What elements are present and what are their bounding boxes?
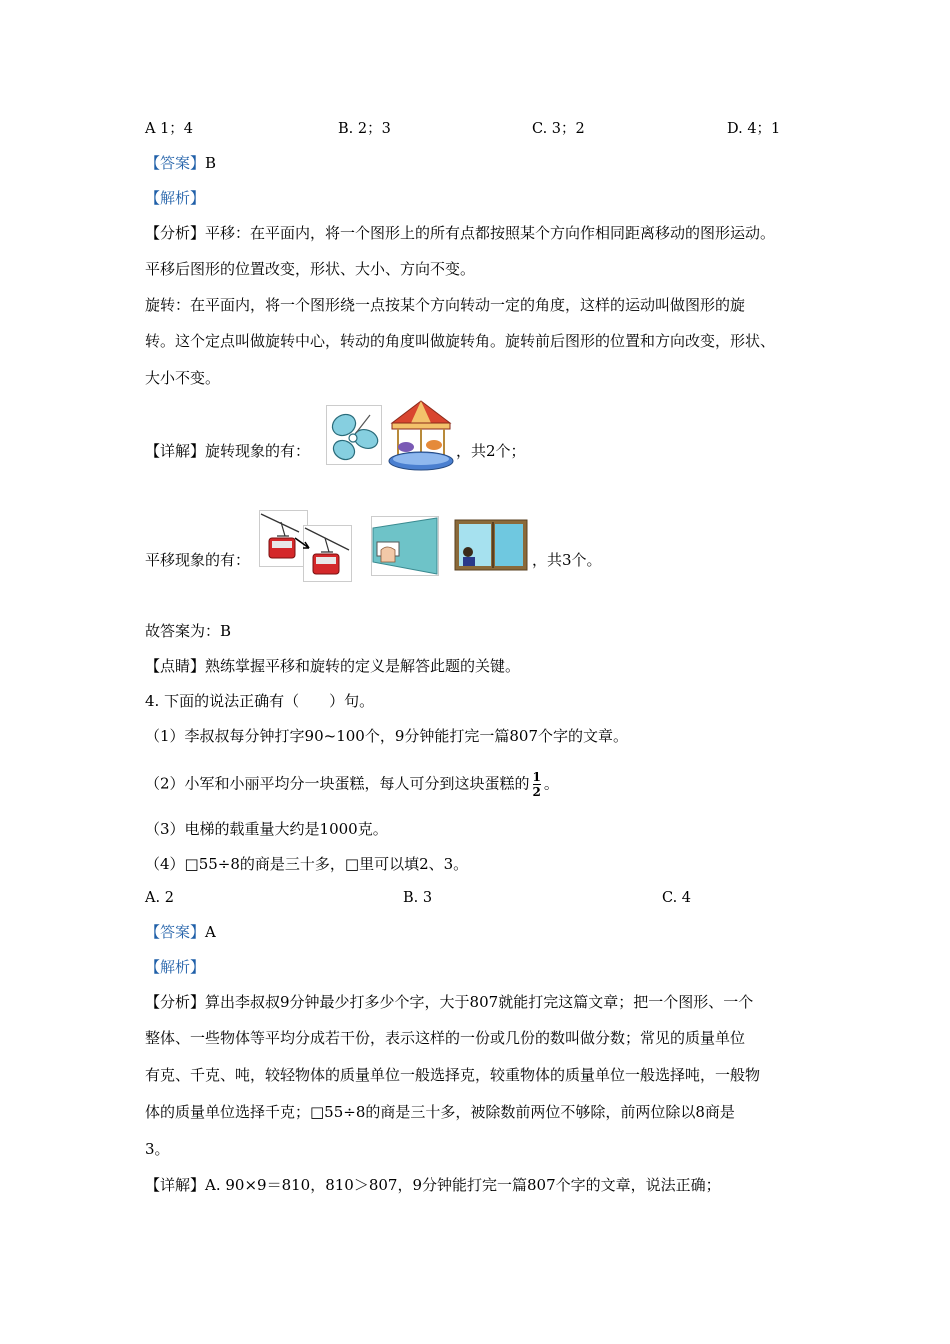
fraction-denominator: 2 <box>532 785 541 799</box>
q4-option-c: C. 4 <box>662 890 692 906</box>
q3-conclusion: 故答案为：B <box>145 622 232 640</box>
analysis-tag: 【解析】 <box>145 958 206 976</box>
q3-fenxi-line-3: 旋转：在平面内，将一个图形绕一点按某个方向转动一定的角度，这样的运动叫做图形的旋 <box>145 296 746 314</box>
window-icon <box>453 518 529 572</box>
fenxi-text: 算出李叔叔9分钟最少打多少个字，大于807就能打完这篇文章；把一个图形、一个 <box>205 993 754 1011</box>
s2-suffix: 。 <box>543 774 559 793</box>
q3-fenxi-line-5: 大小不变。 <box>145 369 221 387</box>
answer-tag: 【答案】 <box>145 923 206 941</box>
q4-detail <box>145 1175 721 1195</box>
q3-rotation-prefix <box>145 441 310 461</box>
q3-translation-suffix: ，共3个。 <box>532 551 602 569</box>
q4-fenxi-line-1 <box>145 992 753 1012</box>
detail-tag: 【详解】 <box>145 442 206 460</box>
q4-statement-3: （3）电梯的载重量大约是1000克。 <box>145 820 388 838</box>
fenxi-tag: 【分析】 <box>145 993 206 1011</box>
dianjing-tag: 【点睛】 <box>145 657 206 675</box>
fraction-one-half <box>533 771 541 798</box>
answer-tag: 【答案】 <box>145 154 206 172</box>
dianjing-text: 熟练掌握平移和旋转的定义是解答此题的关键。 <box>205 657 521 675</box>
q4-statement-1: （1）李叔叔每分钟打字90~100个，9分钟能打完一篇807个字的文章。 <box>145 727 629 745</box>
q3-answer <box>145 153 216 173</box>
q4-option-a: A. 2 <box>145 890 174 906</box>
answer-value: B <box>205 154 217 172</box>
q3-fenxi-line-4: 转。这个定点叫做旋转中心，转动的角度叫做旋转角。旋转前后图形的位置和方向改变，形状、 <box>145 332 776 350</box>
q3-analysis-tag <box>145 188 205 208</box>
drawer-icon <box>371 516 439 576</box>
q4-stem: 4. 下面的说法正确有（ ）句。 <box>145 692 375 710</box>
q4-fenxi-line-3: 有克、千克、吨，较轻物体的质量单位一般选择克，较重物体的质量单位一般选择吨，一般物 <box>145 1066 761 1084</box>
q4-fenxi-line-5: 3。 <box>145 1140 170 1158</box>
q4-statement-4: （4）□55÷8的商是三十多，□里可以填2、3。 <box>145 855 469 873</box>
q4-statement-2 <box>145 771 559 798</box>
q3-rotation-suffix: ，共2个； <box>456 442 526 460</box>
q3-option-d: D. 4；1 <box>727 121 781 137</box>
detail-tag: 【详解】 <box>145 1176 206 1194</box>
fenxi-text: 平移：在平面内，将一个图形上的所有点都按照某个方向作相同距离移动的图形运动。 <box>205 224 776 242</box>
detail-text: A. 90×9＝810，810＞807，9分钟能打完一篇807个字的文章，说法正确； <box>205 1176 721 1194</box>
rotation-prefix-text: 旋转现象的有： <box>205 442 311 460</box>
q4-option-b: B. 3 <box>403 890 433 906</box>
carousel-icon <box>386 399 456 473</box>
q3-option-b: B. 2；3 <box>338 121 391 137</box>
q4-answer <box>145 922 216 942</box>
answer-value: A <box>205 923 216 941</box>
q4-analysis-tag <box>145 957 205 977</box>
q4-fenxi-line-4: 体的质量单位选择千克；□55÷8的商是三十多，被除数前两位不够除，前两位除以8商是 <box>145 1103 735 1121</box>
fenxi-tag: 【分析】 <box>145 224 206 242</box>
q3-option-a: A 1；4 <box>145 121 194 137</box>
q3-translation-prefix: 平移现象的有： <box>145 551 251 569</box>
s2-prefix: （2）小军和小丽平均分一块蛋糕，每人可分到这块蛋糕的 <box>145 774 530 793</box>
q3-option-c: C. 3；2 <box>532 121 585 137</box>
q3-fenxi-line-2: 平移后图形的位置改变，形状、大小、方向不变。 <box>145 260 476 278</box>
q3-dianjing <box>145 656 520 676</box>
cable-car-icon <box>259 510 354 584</box>
analysis-tag: 【解析】 <box>145 189 206 207</box>
fraction-numerator: 1 <box>532 770 541 784</box>
q3-fenxi-line-1 <box>145 223 775 243</box>
q4-fenxi-line-2: 整体、一些物体等平均分成若干份，表示这样的一份或几份的数叫做分数；常见的质量单位 <box>145 1029 746 1047</box>
fan-icon <box>326 405 382 465</box>
